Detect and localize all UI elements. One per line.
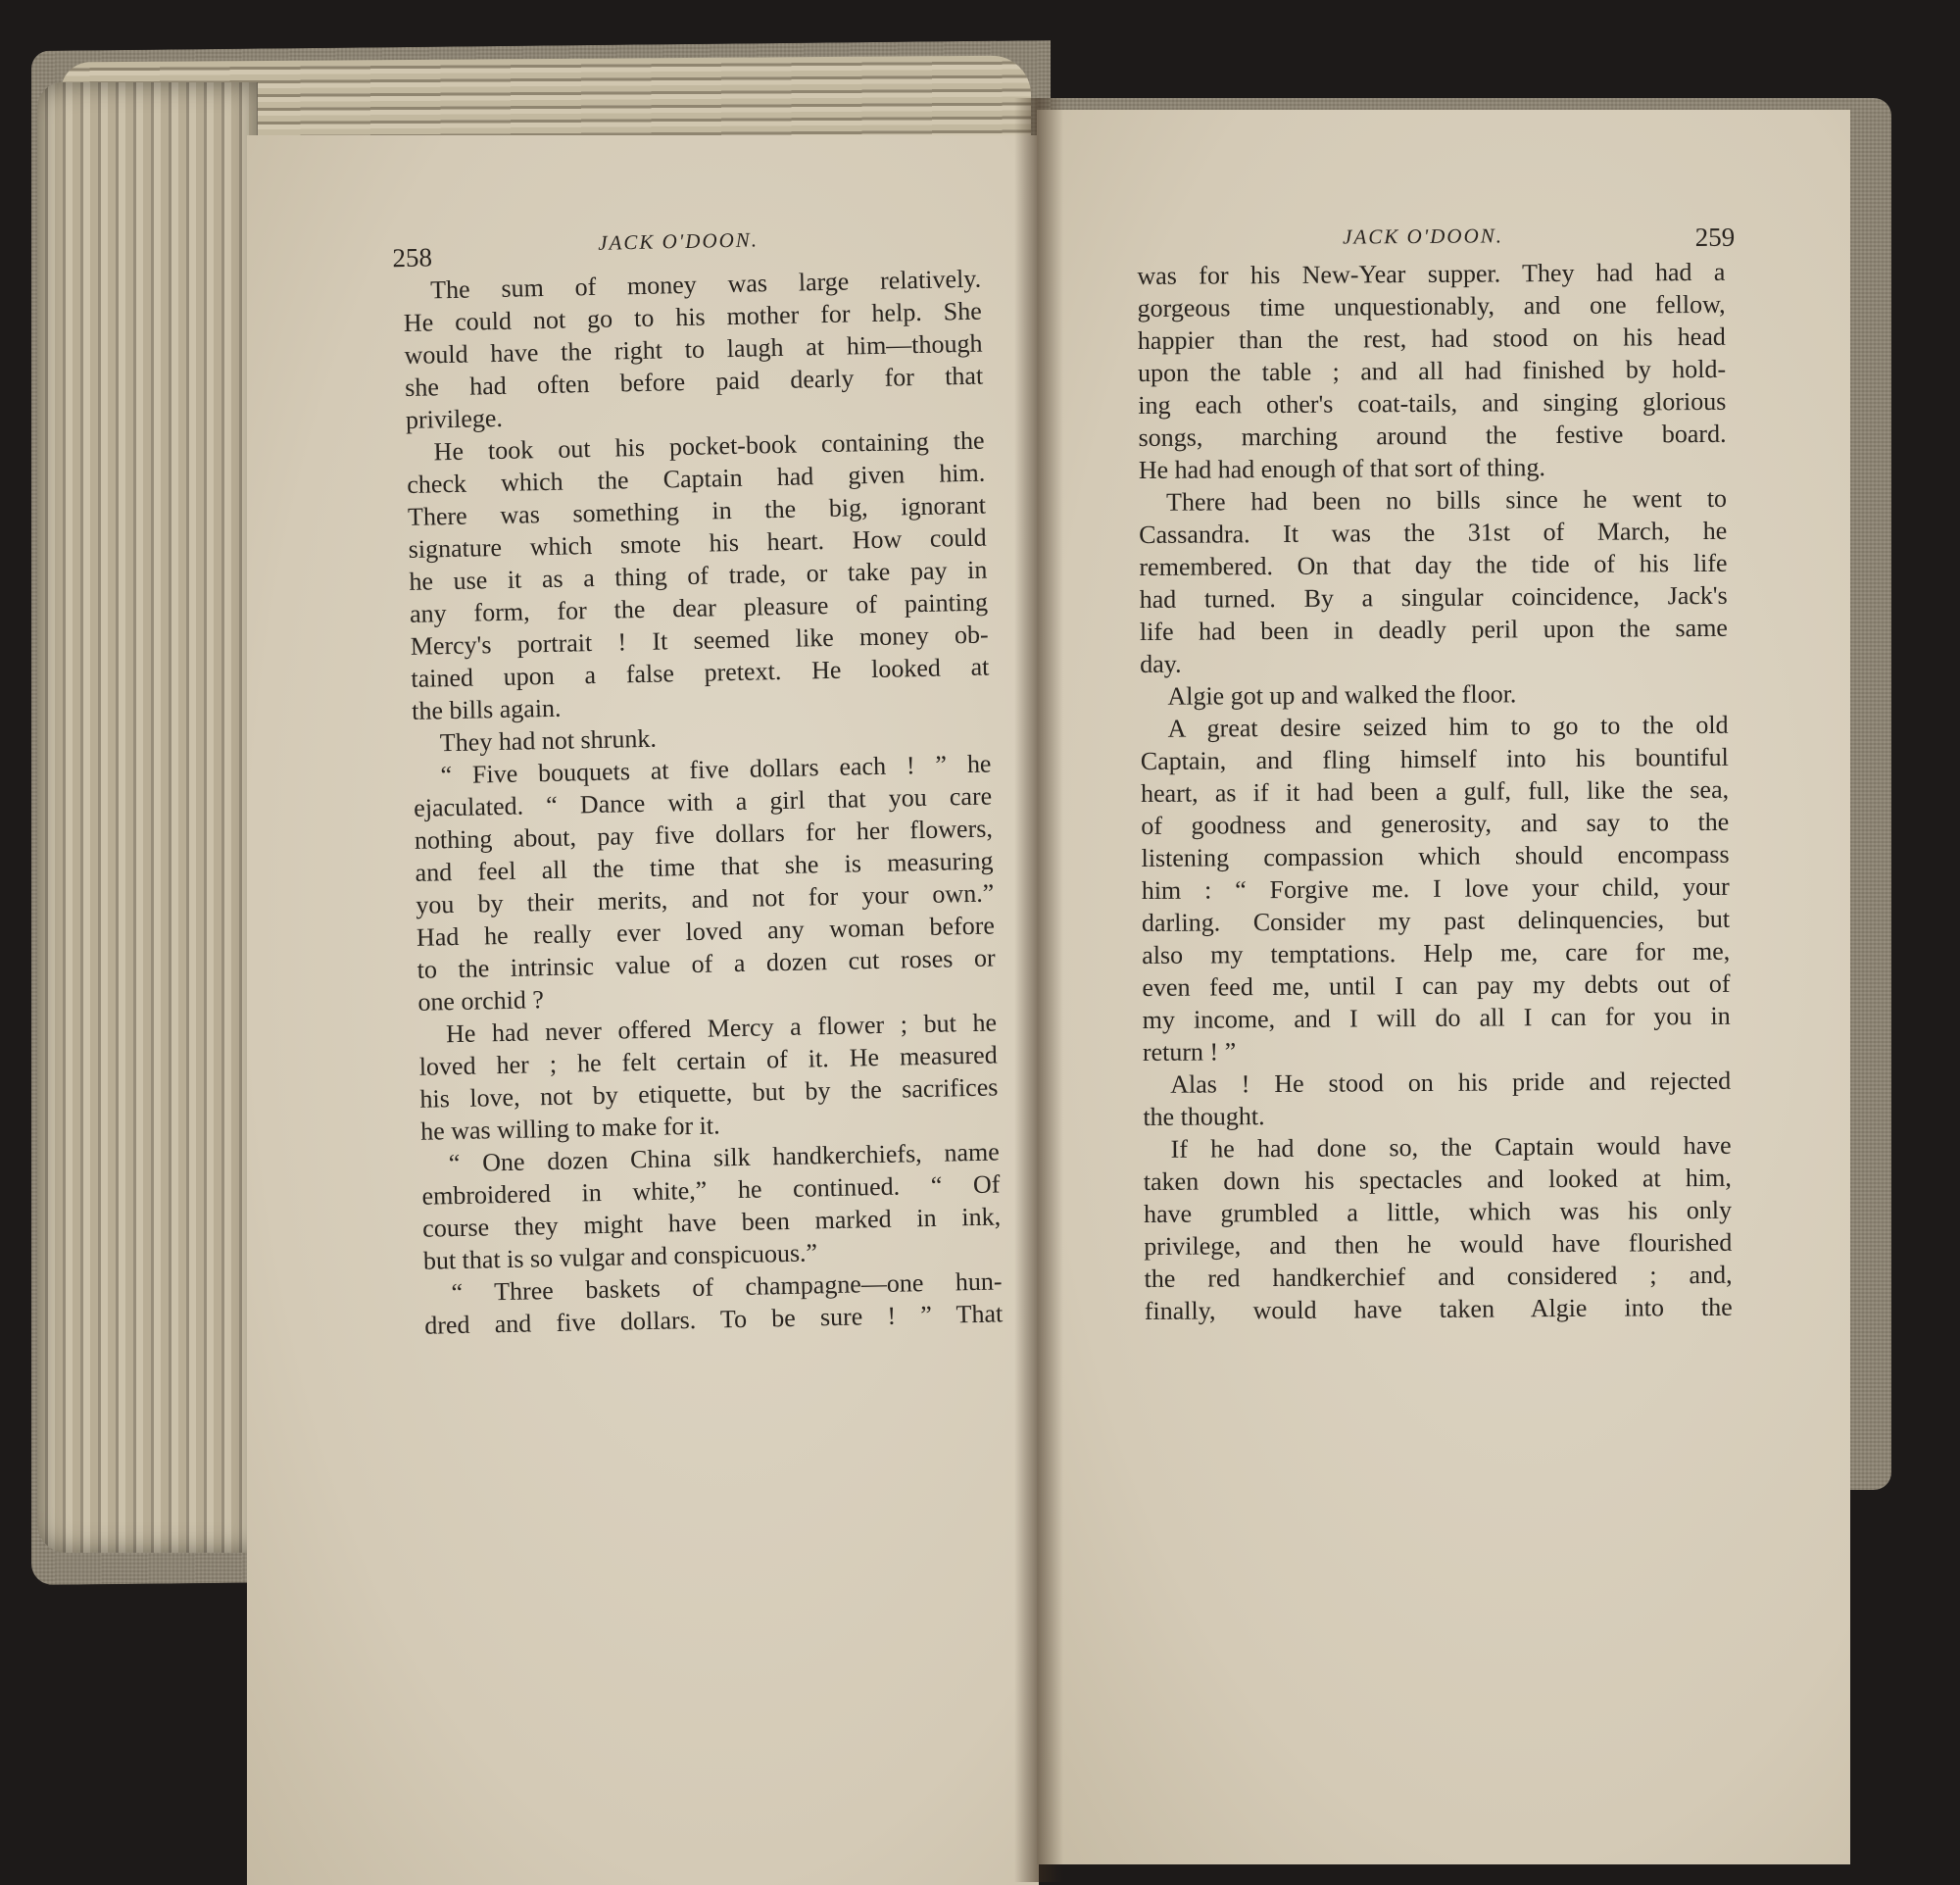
text-line: return ! ”	[1142, 1037, 1237, 1067]
text-line: he use it as a thing of trade, or take pay in	[409, 555, 988, 596]
running-head: JACK O'DOON.	[597, 227, 760, 255]
text-line: The sum of money was large relatively.	[429, 264, 982, 305]
right-page-header	[1137, 217, 1736, 260]
text-line: Captain, and fling himself into his bountiful	[1140, 742, 1729, 775]
text-line: upon the table ; and all had finished by hold-	[1137, 354, 1727, 387]
text-line: was for his New-Year supper. They had had a	[1137, 257, 1726, 290]
text-line: would have the right to laugh at him—though	[404, 328, 983, 370]
text-line: ejaculated. “ Dance with a girl that you care	[413, 781, 993, 822]
text-line: Mercy's portrait ! It seemed like money ob-	[410, 620, 989, 661]
text-line: life had been in deadly peril upon the same	[1139, 613, 1729, 646]
text-line: ing each other's coat-tails, and singing glorious	[1138, 386, 1727, 420]
text-line: also my temptations. Help me, care for me,	[1142, 936, 1731, 969]
page-number: 259	[1694, 222, 1736, 253]
text-line: even feed me, until I can pay my debts out of	[1142, 968, 1731, 1002]
text-line: There had been no bills since he went to	[1165, 483, 1728, 517]
text-line: his love, not by etiquette, but by the sacrifices	[419, 1072, 999, 1114]
text-line: He had never offered Mercy a flower ; but he	[445, 1008, 998, 1049]
text-line: any form, for the dear pleasure of painting	[409, 587, 989, 628]
book-gutter	[1014, 98, 1063, 1882]
text-line: one orchid ?	[417, 985, 545, 1017]
text-line: loved her ; he felt certain of it. He measured	[418, 1040, 998, 1081]
text-line: signature which smote his heart. How could	[408, 522, 987, 564]
text-line: He took out his pocket-book containing the	[433, 425, 985, 467]
text-line: nothing about, pay five dollars for her flowers,	[414, 814, 994, 855]
text-line: he was willing to make for it.	[419, 1111, 720, 1146]
right-page-body	[1137, 256, 1733, 1327]
text-line: my income, and I will do all I can for you in	[1142, 1001, 1731, 1034]
text-line: gorgeous time unquestionably, and one fellow,	[1137, 289, 1726, 322]
text-line: privilege.	[405, 403, 504, 434]
text-line: course they might have been marked in ink,	[421, 1202, 1002, 1243]
text-line: dred and five dollars. To be sure ! ” That	[423, 1299, 1004, 1340]
text-line: tained upon a false pretext. He looked at	[411, 652, 990, 693]
text-line: He had had enough of that sort of thing.	[1138, 453, 1546, 484]
text-line: embroidered in white,” he continued. “ Of	[421, 1169, 1001, 1211]
text-line: happier than the rest, had stood on his head	[1137, 322, 1726, 355]
text-line: of goodness and generosity, and say to the	[1141, 807, 1730, 840]
text-line: Algie got up and walked the floor.	[1167, 679, 1517, 711]
text-line: the red handkerchief and considered ; and,	[1144, 1260, 1733, 1293]
text-line: remembered. On that day the tide of his life	[1139, 548, 1728, 581]
text-line: Cassandra. It was the 31st of March, he	[1139, 516, 1728, 549]
text-line: Had he really ever loved any woman before	[416, 911, 996, 952]
text-line: check which the Captain had given him.	[407, 458, 986, 499]
text-line: and feel all the time that she is measuring	[415, 846, 994, 887]
text-line: There was something in the big, ignorant	[407, 490, 987, 531]
text-line: taken down his spectacles and looked at him,	[1143, 1163, 1732, 1196]
text-line: Alas ! He stood on his pride and rejected	[1170, 1066, 1732, 1099]
text-line: him : “ Forgive me. I love your child, your	[1141, 871, 1730, 905]
text-line: A great desire seized him to go to the old	[1167, 710, 1729, 743]
text-line: she had often before paid dearly for that	[404, 361, 984, 402]
text-line: “ Five bouquets at five dollars each ! ” he	[440, 749, 992, 790]
text-line: “ Three baskets of champagne—one hun-	[451, 1266, 1003, 1308]
text-line: the bills again.	[411, 693, 562, 725]
text-line: to the intrinsic value of a dozen cut roses or	[416, 943, 996, 984]
text-line: had turned. By a singular coincidence, Jack's	[1139, 580, 1728, 614]
text-line: listening compassion which should encompass	[1141, 839, 1730, 872]
text-line: have grumbled a little, which was his only	[1143, 1195, 1733, 1228]
text-line: They had not shrunk.	[439, 723, 658, 758]
left-page-text	[392, 223, 1004, 1342]
text-line: heart, as if it had been a gulf, full, like the sea,	[1140, 774, 1730, 808]
text-line: day.	[1140, 649, 1182, 678]
right-page-text	[1137, 217, 1736, 1327]
left-page-body	[403, 263, 1004, 1342]
text-line: finally, would have taken Algie into the	[1144, 1292, 1733, 1325]
text-line: He could not go to his mother for help. She	[403, 296, 983, 337]
text-line: songs, marching around the festive board.	[1138, 419, 1727, 452]
text-line: but that is so vulgar and conspicuous.”	[422, 1238, 818, 1275]
page-block-fore-edge	[37, 82, 258, 1553]
text-line: you by their merits, and not for your own.”	[416, 878, 995, 919]
text-line: the thought.	[1143, 1102, 1265, 1131]
text-line: privilege, and then he would have flourished	[1144, 1227, 1733, 1261]
text-line: darling. Consider my past delinquencies, but	[1141, 904, 1731, 937]
text-line: “ One dozen China silk handkerchiefs, name	[448, 1137, 1001, 1178]
text-line: If he had done so, the Captain would have	[1170, 1130, 1732, 1164]
running-head: JACK O'DOON.	[1343, 223, 1504, 249]
page-number: 258	[392, 242, 433, 273]
